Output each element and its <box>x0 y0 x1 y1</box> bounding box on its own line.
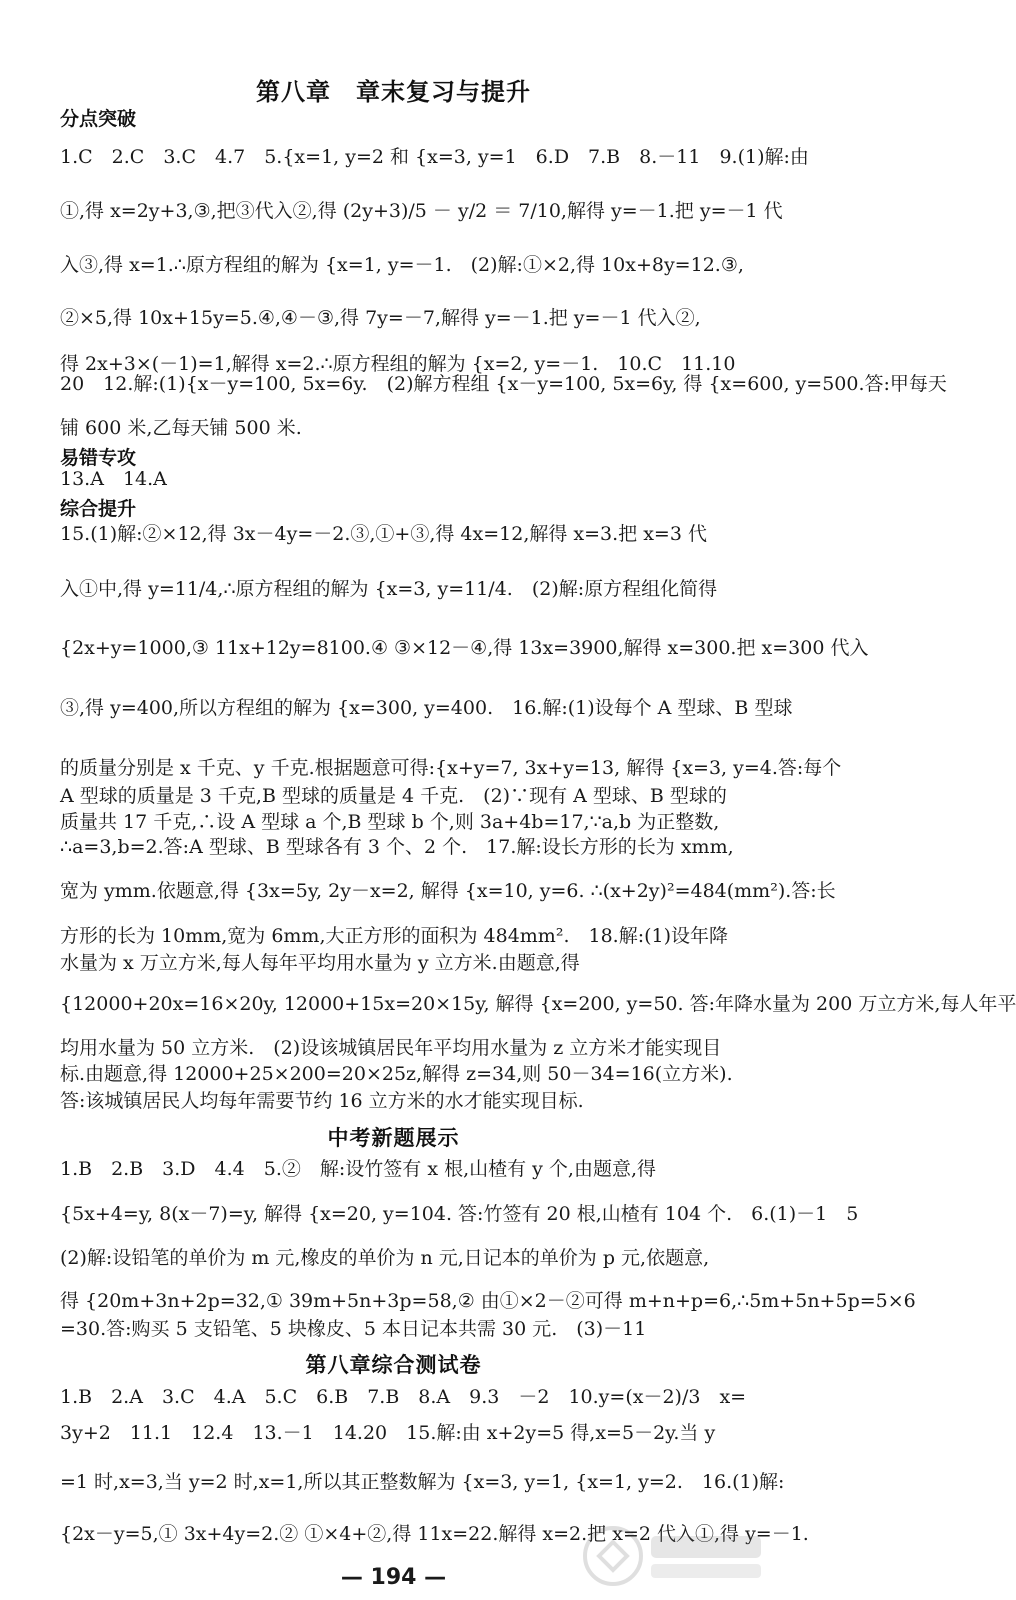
answer-line: A 型球的质量是 3 千克,B 型球的质量是 4 千克. (2)∵现有 A 型球、B 型球的 <box>60 785 727 807</box>
answer-line: 的质量分别是 x 千克、y 千克.根据题意可得:{x+y=7, 3x+y=13, 解得 {x=3, y=4.答:每个 <box>60 757 842 779</box>
section-comprehensive: 综合提升 <box>60 498 137 520</box>
answer-line: (2)解:设铅笔的单价为 m 元,橡皮的单价为 n 元,日记本的单价为 p 元,依题意, <box>60 1247 710 1269</box>
answer-line: ③,得 y=400,所以方程组的解为 {x=300, y=400. 16.解:(1)设每个 A 型球、B 型球 <box>60 697 793 719</box>
answer-line: 答:该城镇居民人均每年需要节约 16 立方米的水才能实现目标. <box>60 1090 584 1112</box>
answer-line: 均用水量为 50 立方米. (2)设该城镇居民年平均用水量为 z 立方米才能实现目 <box>60 1037 722 1059</box>
answer-line: 3y+2 11.1 12.4 13.－1 14.20 15.解:由 x+2y=5 得,x=5－2y.当 y <box>60 1422 716 1444</box>
chapter-title: 第八章 章末复习与提升 <box>256 78 531 106</box>
answer-line: 1.B 2.B 3.D 4.4 5.② 解:设竹签有 x 根,山楂有 y 个,由题意,得 <box>60 1158 657 1180</box>
answer-line: 标.由题意,得 12000+25×200=20×25z,解得 z=34,则 50－34=16(立方米). <box>60 1063 733 1085</box>
answer-line: ①,得 x=2y+3,③,把③代入②,得 (2y+3)/5 － y/2 ＝ 7/10,解得 y=－1.把 y=－1 代 <box>60 200 783 222</box>
answer-line: {2x+y=1000,③ 11x+12y=8100.④ ③×12－④,得 13x=3900,解得 x=300.把 x=300 代入 <box>60 637 869 659</box>
answer-line: {12000+20x=16×20y, 12000+15x=20×15y, 解得 {x=200, y=50. 答:年降水量为 200 万立方米,每人年平 <box>60 993 1016 1015</box>
answer-line: 入①中,得 y=11/4,∴原方程组的解为 {x=3, y=11/4. (2)解:原方程组化简得 <box>60 578 718 600</box>
answer-line: {5x+4=y, 8(x－7)=y, 解得 {x=20, y=104. 答:竹签有 20 根,山楂有 104 个. 6.(1)－1 5 <box>60 1203 859 1225</box>
watermark-logo <box>579 1522 769 1590</box>
section-breakthrough: 分点突破 <box>60 108 137 130</box>
answer-line: {2x－y=5,① 3x+4y=2.② ①×4+②,得 11x=22.解得 x=2.把 x=2 代入①,得 y=－1. <box>60 1523 809 1545</box>
answer-line: 铺 600 米,乙每天铺 500 米. <box>60 417 302 439</box>
middle-exam-title: 中考新题展示 <box>327 1126 460 1150</box>
answer-line: 得 {20m+3n+2p=32,① 39m+5n+3p=58,② 由①×2－②可得 m+n+p=6,∴5m+5n+5p=5×6 <box>60 1290 916 1312</box>
answer-line: 1.B 2.A 3.C 4.A 5.C 6.B 7.B 8.A 9.3 －2 10.y=(x－2)/3 x= <box>60 1386 747 1408</box>
test-title: 第八章综合测试卷 <box>305 1353 482 1377</box>
answer-line: =30.答:购买 5 支铅笔、5 块橡皮、5 本日记本共需 30 元. (3)－11 <box>60 1318 647 1340</box>
answer-line: ②×5,得 10x+15y=5.④,④－③,得 7y=－7,解得 y=－1.把 y=－1 代入②, <box>60 307 701 329</box>
answer-line: ∴a=3,b=2.答:A 型球、B 型球各有 3 个、2 个. 17.解:设长方形的长为 xmm, <box>60 836 734 858</box>
answer-line: 入③,得 x=1.∴原方程组的解为 {x=1, y=－1. (2)解:①×2,得 10x+8y=12.③, <box>60 254 744 276</box>
section-error-prone: 易错专攻 <box>60 447 137 469</box>
answer-line: 1.C 2.C 3.C 4.7 5.{x=1, y=2 和 {x=3, y=1 6.D 7.B 8.－11 9.(1)解:由 <box>60 146 809 168</box>
answer-line: =1 时,x=3,当 y=2 时,x=1,所以其正整数解为 {x=3, y=1, {x=1, y=2. 16.(1)解: <box>60 1471 785 1493</box>
answer-line: 15.(1)解:②×12,得 3x－4y=－2.③,①+③,得 4x=12,解得 x=3.把 x=3 代 <box>60 523 707 545</box>
answer-line: 13.A 14.A <box>60 468 167 490</box>
answer-line: 20 12.解:(1){x－y=100, 5x=6y. (2)解方程组 {x－y=100, 5x=6y, 得 {x=600, y=500.答:甲每天 <box>60 373 947 395</box>
answer-line: 方形的长为 10mm,宽为 6mm,大正方形的面积为 484mm². 18.解:(1)设年降 <box>60 925 729 947</box>
answer-line: 水量为 x 万立方米,每人每年平均用水量为 y 立方米.由题意,得 <box>60 952 580 974</box>
answer-line: 宽为 ymm.依题意,得 {3x=5y, 2y－x=2, 解得 {x=10, y=6. ∴(x+2y)²=484(mm²).答:长 <box>60 880 836 902</box>
answer-line: 质量共 17 千克,∴设 A 型球 a 个,B 型球 b 个,则 3a+4b=17,∵a,b 为正整数, <box>60 811 720 833</box>
page-number: — 194 — <box>340 1565 447 1590</box>
answer-line: 得 2x+3×(－1)=1,解得 x=2.∴原方程组的解为 {x=2, y=－1. 10.C 11.10 <box>60 353 736 375</box>
